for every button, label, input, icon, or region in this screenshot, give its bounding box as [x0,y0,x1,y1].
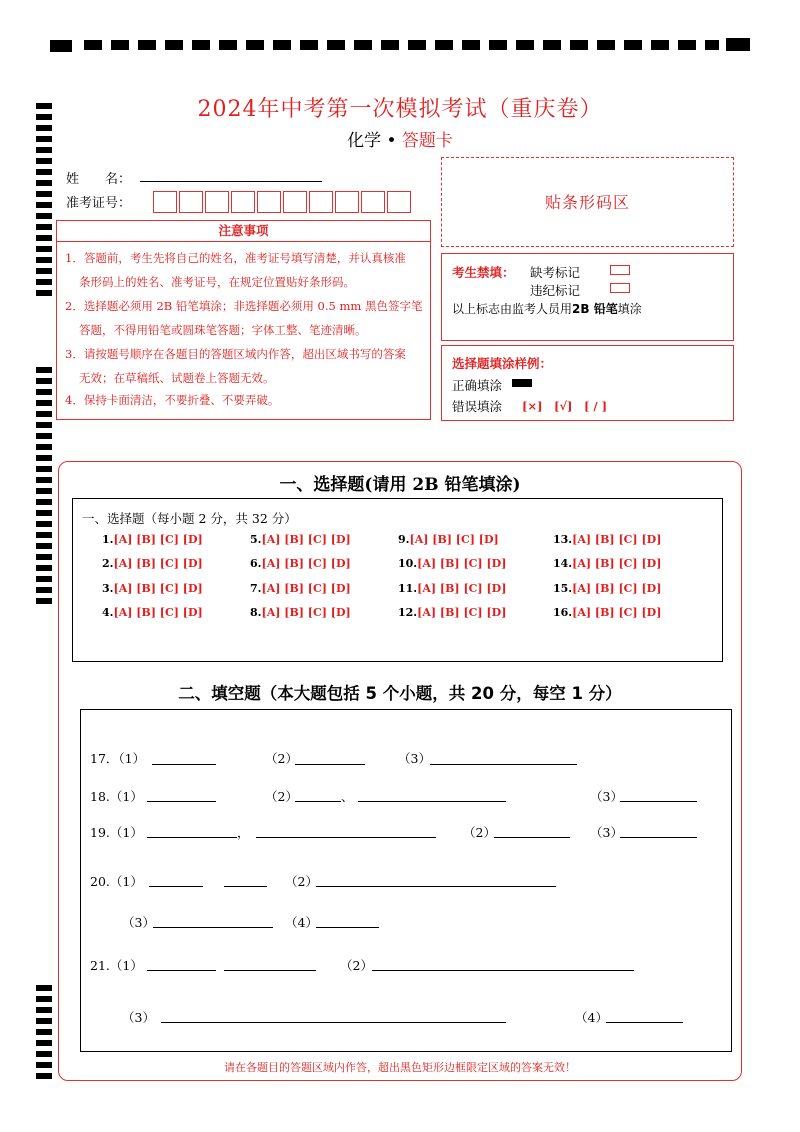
mc-question-6[interactable]: 6.[A] [B] [C] [D] [250,557,351,570]
mc-question-8[interactable]: 8.[A] [B] [C] [D] [250,606,351,619]
notice-line: 2．选择题必须用 2B 铅笔填涂；非选择题必须用 0.5 mm 黑色签字笔 [65,299,423,313]
wrong-fill-samples: [×] [√] [ / ] [522,399,608,413]
q21-blank-2[interactable] [372,969,634,971]
answer-card-label: 答题卡 [401,131,453,151]
q20-label-2: （2） [285,874,318,889]
q18-label-3: （3） [590,789,623,804]
subject-label: 化学 [347,131,382,151]
mc-question-9[interactable]: 9.[A] [B] [C] [D] [398,533,499,546]
forbidden-box [441,253,734,341]
q19-separator: ， [237,825,250,840]
sample-box [441,345,734,421]
mc-question-10[interactable]: 10.[A] [B] [C] [D] [398,557,507,570]
q20-blank-1b[interactable] [224,885,267,887]
pencil-type: 2B 铅笔 [572,302,618,316]
mc-question-7[interactable]: 7.[A] [B] [C] [D] [250,582,351,595]
correct-fill-label: 正确填涂 [452,378,503,393]
notice-line: 1．答题前，考生先将自己的姓名，准考证号填写清楚，并认真核准 [65,251,406,265]
section2-heading: 二、填空题（本大题包括 5 个小题，共 20 分，每空 1 分） [178,684,622,703]
q17-blank-1[interactable] [152,763,216,765]
q19-label: 19.（1） [90,825,143,840]
q21-blank-1a[interactable] [147,969,216,971]
q18-blank-2a[interactable] [295,800,341,802]
forbidden-label: 考生禁填： [452,265,515,280]
q19-blank-1b[interactable] [256,836,436,838]
mc-question-16[interactable]: 16.[A] [B] [C] [D] [553,606,662,619]
section1-heading: 一、选择题(请用 2B 铅笔填涂) [279,475,521,495]
page-title: 2024年中考第一次模拟考试（重庆卷） [197,97,603,122]
violation-mark-label: 违纪标记 [530,283,581,298]
correct-fill-sample [512,379,532,387]
q19-blank-3[interactable] [620,836,697,838]
notice-line: 3．请按题号顺序在各题目的答题区域内作答，超出区域书写的答案 [65,347,406,361]
mc-question-2[interactable]: 2.[A] [B] [C] [D] [102,557,203,570]
barcode-area [441,157,734,247]
q18-separator: 、 [341,789,354,804]
q21-blank-3[interactable] [161,1021,506,1023]
absent-mark-label: 缺考标记 [530,265,581,280]
q20-blank-3[interactable] [153,926,273,928]
exam-id-boxes[interactable] [153,191,413,217]
mc-question-12[interactable]: 12.[A] [B] [C] [D] [398,606,507,619]
q19-blank-2[interactable] [494,836,570,838]
name-label: 姓 名： [66,172,132,187]
notice-header: 注意事项 [57,221,430,242]
forbidden-note: 以上标志由监考人员用2B 铅笔填涂 [452,302,642,316]
mc-question-1[interactable]: 1.[A] [B] [C] [D] [102,533,203,546]
mc-question-5[interactable]: 5.[A] [B] [C] [D] [250,533,351,546]
name-field[interactable] [140,180,322,182]
page-subtitle [0,126,800,151]
q19-label-3: （3） [590,825,623,840]
notice-line: 答题，不得用铅笔或圆珠笔答题；字体工整、笔迹清晰。 [79,323,367,337]
exam-id-label: 准考证号： [66,196,132,211]
q18-blank-2b[interactable] [358,800,506,802]
q17-label-2: （2） [265,751,298,766]
mc-question-4[interactable]: 4.[A] [B] [C] [D] [102,606,203,619]
q19-blank-1a[interactable] [147,836,237,838]
wrong-fill-label: 错误填涂 [452,399,503,414]
barcode-label: 贴条形码区 [544,193,630,212]
mc-question-13[interactable]: 13.[A] [B] [C] [D] [553,533,662,546]
mc-question-3[interactable]: 3.[A] [B] [C] [D] [102,582,203,595]
sample-label: 选择题填涂样例： [452,356,553,371]
q18-label-2: （2） [265,789,298,804]
q21-label-4: （4） [575,1010,608,1025]
q20-blank-1a[interactable] [149,885,203,887]
q17-blank-3[interactable] [430,763,577,765]
q21-blank-1b[interactable] [224,969,316,971]
subtitle-dot: • [386,131,397,151]
q21-label-2: （2） [340,958,373,973]
q21-label-3: （3） [122,1010,155,1025]
q17-blank-2[interactable] [295,763,365,765]
mc-subheading: 一、选择题（每小题 2 分，共 32 分） [82,511,297,526]
q17-label-3: （3） [398,751,431,766]
q20-label-4: （4） [285,915,318,930]
mc-question-11[interactable]: 11.[A] [B] [C] [D] [398,582,507,595]
notice-line: 条形码上的姓名、准考证号，在规定位置贴好条形码。 [79,275,355,289]
q18-blank-1[interactable] [147,800,216,802]
mc-question-15[interactable]: 15.[A] [B] [C] [D] [553,582,662,595]
q21-blank-4[interactable] [606,1021,683,1023]
q18-blank-3[interactable] [620,800,697,802]
footer-warning: 请在各题目的答题区域内作答，超出黑色矩形边框限定区域的答案无效！ [224,1061,576,1074]
q20-blank-2[interactable] [316,885,556,887]
notice-box [56,220,431,420]
q20-label-3: （3） [122,915,155,930]
q21-label: 21.（1） [90,958,143,973]
q18-label: 18.（1） [90,789,143,804]
q20-label: 20.（1） [90,874,143,889]
violation-mark-box[interactable] [610,283,630,293]
q20-blank-4[interactable] [316,926,379,928]
q19-label-2: （2） [463,825,496,840]
notice-line: 无效；在草稿纸、试题卷上答题无效。 [79,371,275,385]
mc-question-14[interactable]: 14.[A] [B] [C] [D] [553,557,662,570]
notice-line: 4．保持卡面清洁，不要折叠、不要弄破。 [65,393,280,407]
q17-label: 17．（1） [90,751,146,766]
absent-mark-box[interactable] [610,265,630,275]
